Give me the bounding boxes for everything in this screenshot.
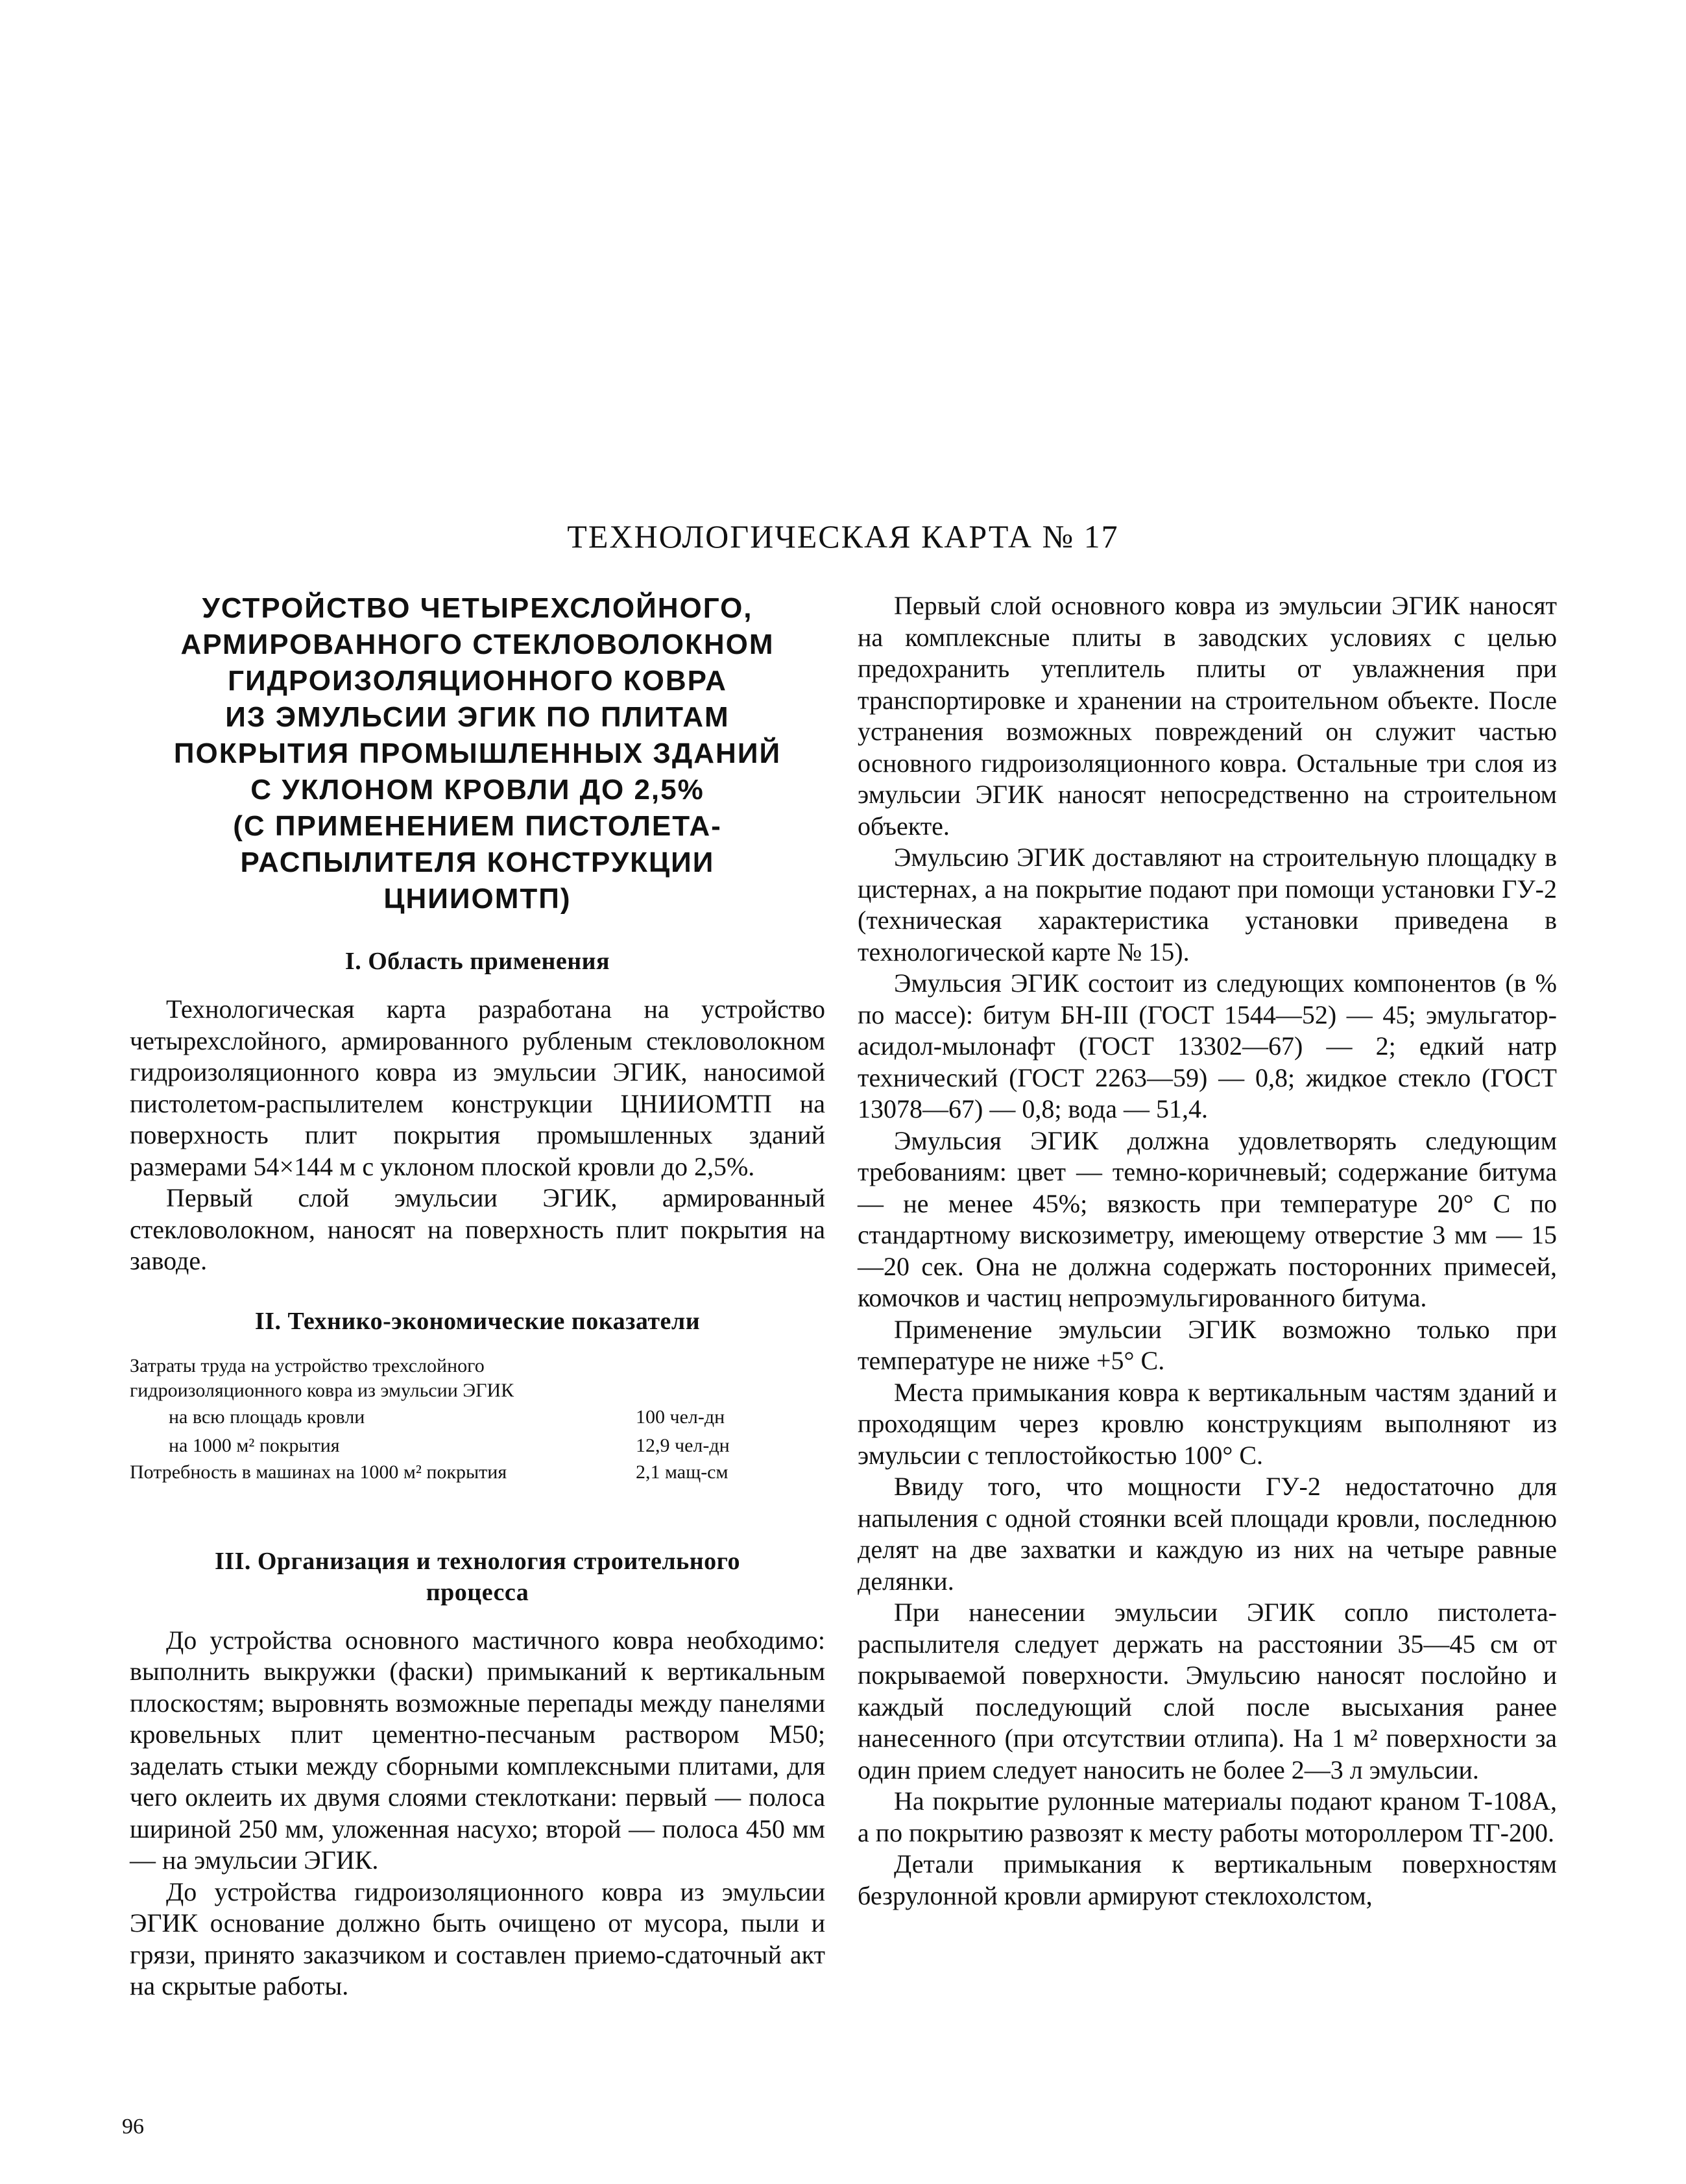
main-heading-line: ИЗ ЭМУЛЬСИИ ЭГИК ПО ПЛИТАМ	[225, 701, 730, 733]
paragraph: Ввиду того, что мощности ГУ-2 недостаточно для напыления с одной стоянки всей площади кровли, последнюю делят на две захватки и каждую из них на четыре равные делянки.	[858, 1472, 1557, 1596]
section-heading-indicators: II. Технико-экономические показатели	[254, 1307, 701, 1335]
paragraph: Технологическая карта разработана на устройство четырехслойного, армированного рубленым стекловолокном гидроизоляционного ковра из эмульсии ЭГИК, наносимой пистолетом-распылителем конструкции ЦНИИОМТП на поверхность плит покрытия промышленных зданий размерами 54×144 м с уклоном плоской кровли до 2,5%.	[130, 994, 825, 1181]
indicator-label: на 1000 м² покрытия	[169, 1434, 340, 1456]
indicator-value: 2,1 мащ-см	[636, 1461, 729, 1483]
paragraph: Эмульсия ЭГИК состоит из следующих компонентов (в % по массе): битум БН-III (ГОСТ 1544—52) — 45; эмульгатор-асидол-мылонафт (ГОСТ 13302—67) — 2; едкий натр технический (ГОСТ 2263—59) — 0,8; жидкое стекло (ГОСТ 13078—67) — 0,8; вода — 51,4.	[858, 968, 1557, 1123]
paragraph: Эмульсию ЭГИК доставляют на строительную площадку в цистернах, а на покрытие подают при помощи установки ГУ-2 (техническая характеристика установки приведена в технологической карте № 15).	[858, 843, 1557, 966]
indicators-intro: Затраты труда на устройство трехслойного гидроизоляционного ковра из эмульсии ЭГИК	[130, 1354, 514, 1401]
section-heading-line: процесса	[426, 1578, 529, 1606]
paragraph: Применение эмульсии ЭГИК возможно только при температуре не ниже +5° С.	[858, 1314, 1557, 1375]
paragraph: До устройства гидроизоляционного ковра из эмульсии ЭГИК основание должно быть очищено от мусора, пыли и грязи, принято заказчиком и составлен приемо-сдаточный акт на скрытые работы.	[130, 1877, 825, 2000]
main-heading-line: ГИДРОИЗОЛЯЦИОННОГО КОВРА	[228, 665, 727, 697]
section-heading-line: III. Организация и технология строительного	[215, 1547, 740, 1575]
main-heading-line: (С ПРИМЕНЕНИЕМ ПИСТОЛЕТА-	[233, 810, 722, 842]
indicator-label: Потребность в машинах на 1000 м² покрытия	[130, 1461, 507, 1483]
section-heading-technology	[130, 1546, 825, 1608]
paragraph: При нанесении эмульсии ЭГИК сопло пистолета-распылителя следует держать на расстоянии 35—45 см от покрываемой поверхности. Эмульсию наносят послойно и каждый последующий слой после высыхания ранее нанесенного (при отсутствии отлипа). На 1 м² поверхности за один прием следует наносить не более 2—3 л эмульсии.	[858, 1598, 1557, 1784]
main-heading-line: ЦНИИОМТП)	[383, 883, 572, 915]
paragraph: Детали примыкания к вертикальным поверхностям безрулонной кровли армируют стеклохолстом,	[858, 1849, 1557, 1910]
main-heading-line: АРМИРОВАННОГО СТЕКЛОВОЛОКНОМ	[180, 629, 775, 660]
indicator-row	[130, 1403, 825, 1432]
main-heading-line: РАСПЫЛИТЕЛЯ КОНСТРУКЦИИ	[240, 846, 715, 878]
page-number: 96	[122, 2115, 144, 2139]
main-heading-line: УСТРОЙСТВО ЧЕТЫРЕХСЛОЙНОГО,	[202, 592, 753, 624]
left-column	[130, 590, 825, 2002]
indicators-table	[130, 1354, 825, 1509]
indicator-label: на всю площадь кровли	[169, 1406, 365, 1428]
indicator-value: 12,9 чел-дн	[636, 1434, 730, 1456]
main-heading-line: ПОКРЫТИЯ ПРОМЫШЛЕННЫХ ЗДАНИЙ	[173, 738, 782, 769]
paragraph: Первый слой эмульсии ЭГИК, армированный стекловолокном, наносят на поверхность плит покрытия на заводе.	[130, 1183, 825, 1275]
main-heading-line: С УКЛОНОМ КРОВЛИ ДО 2,5%	[250, 774, 705, 806]
indicator-value: 100 чел-дн	[636, 1406, 725, 1428]
card-title: ТЕХНОЛОГИЧЕСКАЯ КАРТА № 17	[567, 518, 1119, 555]
paragraph: Места примыкания ковра к вертикальным частям зданий и проходящим через кровлю конструкциям выполняют из эмульсии с теплостойкостью 100° С.	[858, 1377, 1557, 1470]
paragraph: До устройства основного мастичного ковра необходимо: выполнить выкружки (фаски) примыканий к вертикальным плоскостям; выровнять возможные перепады между панелями кровельных плит цементно-песчаным раствором М50; заделать стыки между сборными комплексными плитами, для чего оклеить их двумя слоями стеклоткани: первый — полоса шириной 250 мм, уложенная насухо; второй — полоса 450 мм — на эмульсии ЭГИК.	[130, 1625, 825, 1875]
paragraph: На покрытие рулонные материалы подают краном Т-108А, а по покрытию развозят к месту работы мотороллером ТГ-200.	[858, 1786, 1557, 1847]
right-column	[858, 590, 1557, 1912]
indicator-row	[130, 1432, 825, 1460]
paragraph: Первый слой основного ковра из эмульсии ЭГИК наносят на комплексные плиты в заводских условиях с целью предохранить утеплитель плиты от увлажнения при транспортировке и хранении на строительном объекте. После устранения возможных повреждений он служит частью основного гидроизоляционного ковра. Остальные три слоя из эмульсии ЭГИК наносят непосредственно на строительном объекте.	[858, 591, 1557, 841]
main-heading	[130, 590, 825, 917]
section-heading-scope: I. Область применения	[344, 948, 610, 975]
indicator-row	[130, 1460, 825, 1509]
paragraph: Эмульсия ЭГИК должна удовлетворять следующим требованиям: цвет — темно-коричневый; содержание битума — не менее 45%; вязкость при температуре 20° С по стандартному вискозиметру, имеющему отверстие 3 мм — 15—20 сек. Она не должна содержать посторонних примесей, комочков и частиц непроэмульгированного битума.	[858, 1125, 1557, 1312]
